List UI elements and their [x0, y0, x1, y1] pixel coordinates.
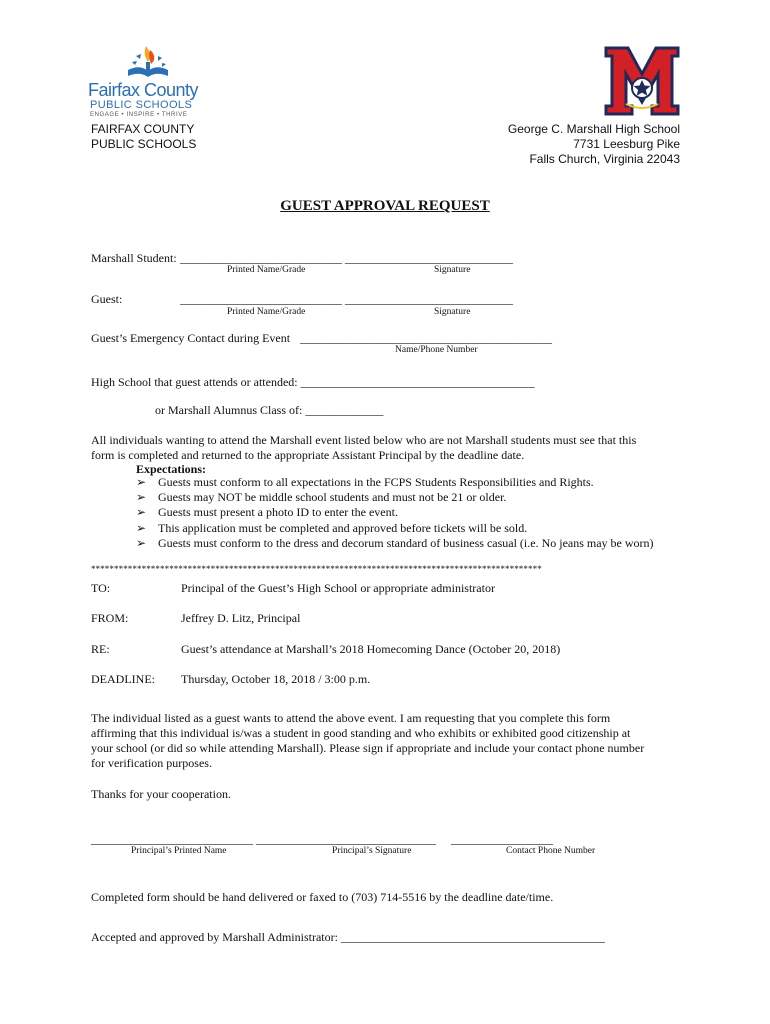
- request-line-3: your school (or did so while attending Marshall). Please sign if appropriate and include your contact phone number: [91, 741, 645, 755]
- left-address-line-1: FAIRFAX COUNTY: [91, 122, 195, 136]
- expectation-text: Guests must conform to the dress and decorum standard of business casual (i.e. No jeans may be worn): [158, 535, 654, 550]
- thanks-text: Thanks for your cooperation.: [91, 787, 231, 801]
- student-signature-caption: Signature: [434, 265, 471, 275]
- right-address-line-1: George C. Marshall High School: [507, 122, 680, 136]
- arrow-bullet-icon: ➢: [136, 505, 147, 520]
- student-label: Marshall Student:: [91, 251, 177, 265]
- principal-signature-caption: Principal’s Signature: [332, 846, 412, 856]
- memo-deadline-label: DEADLINE:: [91, 672, 155, 686]
- guest-label: Guest:: [91, 292, 123, 306]
- list-item: [136, 490, 654, 505]
- student-printed-name-caption: Printed Name/Grade: [227, 265, 306, 275]
- memo-from-value: Jeffrey D. Litz, Principal: [181, 611, 301, 625]
- request-line-1: The individual listed as a guest wants to attend the above event. I am requesting that you complete this form: [91, 711, 611, 725]
- expectation-text: Guests may NOT be middle school students and must not be 21 or older.: [158, 490, 507, 505]
- alumnus-class-field[interactable]: or Marshall Alumnus Class of: _____________: [155, 403, 384, 417]
- left-address-line-2: PUBLIC SCHOOLS: [91, 137, 197, 151]
- high-school-field[interactable]: High School that guest attends or attended: _______________________________________: [91, 375, 535, 389]
- expectation-text: This application must be completed and approved before tickets will be sold.: [158, 520, 528, 535]
- fcps-logo-subtitle: PUBLIC SCHOOLS: [90, 99, 193, 111]
- expectation-text: Guests must present a photo ID to enter the event.: [158, 505, 398, 520]
- memo-deadline-value: Thursday, October 18, 2018 / 3:00 p.m.: [181, 672, 371, 686]
- guest-name-signature-line[interactable]: ___________________________ ____________________________: [180, 292, 513, 306]
- emergency-contact-caption: Name/Phone Number: [395, 345, 478, 355]
- contact-phone-caption: Contact Phone Number: [506, 846, 596, 856]
- emergency-contact-line[interactable]: __________________________________________: [300, 331, 552, 345]
- fcps-logo-name: Fairfax County: [88, 80, 199, 100]
- list-item: [136, 475, 654, 490]
- asterisk-separator: **************************************************************************************************: [91, 564, 542, 574]
- completed-note: Completed form should be hand delivered or faxed to (703) 714-5516 by the deadline date/time.: [91, 890, 554, 904]
- expectation-text: Guests must conform to all expectations in the FCPS Students Responsibilities and Rights.: [158, 475, 594, 489]
- arrow-bullet-icon: ➢: [136, 535, 147, 550]
- marshall-m-logo: [604, 44, 680, 118]
- intro-line-1: All individuals wanting to attend the Marshall event listed below who are not Marshall students must see that this: [91, 433, 637, 447]
- expectations-heading: Expectations:: [136, 462, 206, 476]
- arrow-bullet-icon: ➢: [136, 490, 147, 505]
- guest-printed-name-caption: Printed Name/Grade: [227, 307, 306, 317]
- list-item: [136, 521, 654, 536]
- request-line-4: for verification purposes.: [91, 756, 212, 770]
- page-title: GUEST APPROVAL REQUEST: [280, 198, 490, 214]
- intro-line-2: form is completed and returned to the appropriate Assistant Principal by the deadline date.: [91, 448, 525, 462]
- arrow-bullet-icon: ➢: [136, 475, 147, 489]
- right-address-line-3: Falls Church, Virginia 22043: [529, 152, 680, 166]
- principal-signature-lines[interactable]: ___________________________ ______________________________ _________________: [91, 832, 553, 846]
- memo-re-label: RE:: [91, 642, 110, 656]
- memo-to-label: TO:: [91, 581, 111, 595]
- emergency-contact-label: Guest’s Emergency Contact during Event: [91, 331, 291, 345]
- accepted-approval-field[interactable]: Accepted and approved by Marshall Administrator: ____________________________________________: [91, 930, 605, 944]
- list-item: [136, 536, 654, 551]
- memo-re-value: Guest’s attendance at Marshall’s 2018 Homecoming Dance (October 20, 2018): [181, 642, 561, 656]
- right-address-line-2: 7731 Leesburg Pike: [573, 137, 680, 151]
- fcps-logo-tagline: ENGAGE • INSPIRE • THRIVE: [90, 112, 188, 118]
- list-item: [136, 505, 654, 520]
- marshall-m-icon: [604, 44, 680, 118]
- memo-from-label: FROM:: [91, 611, 129, 625]
- fcps-torch-book-icon: [88, 44, 208, 84]
- fcps-logo: [88, 44, 208, 120]
- request-line-2: affirming that this individual is/was a student in good standing and who exhibits or exhibited good citizenship at: [91, 726, 631, 740]
- arrow-bullet-icon: ➢: [136, 520, 147, 535]
- expectations-list: [136, 475, 654, 551]
- principal-printed-name-caption: Principal’s Printed Name: [131, 846, 227, 856]
- guest-signature-caption: Signature: [434, 307, 471, 317]
- memo-to-value: Principal of the Guest’s High School or appropriate administrator: [181, 581, 495, 595]
- student-name-signature-line[interactable]: ___________________________ ____________________________: [180, 251, 513, 265]
